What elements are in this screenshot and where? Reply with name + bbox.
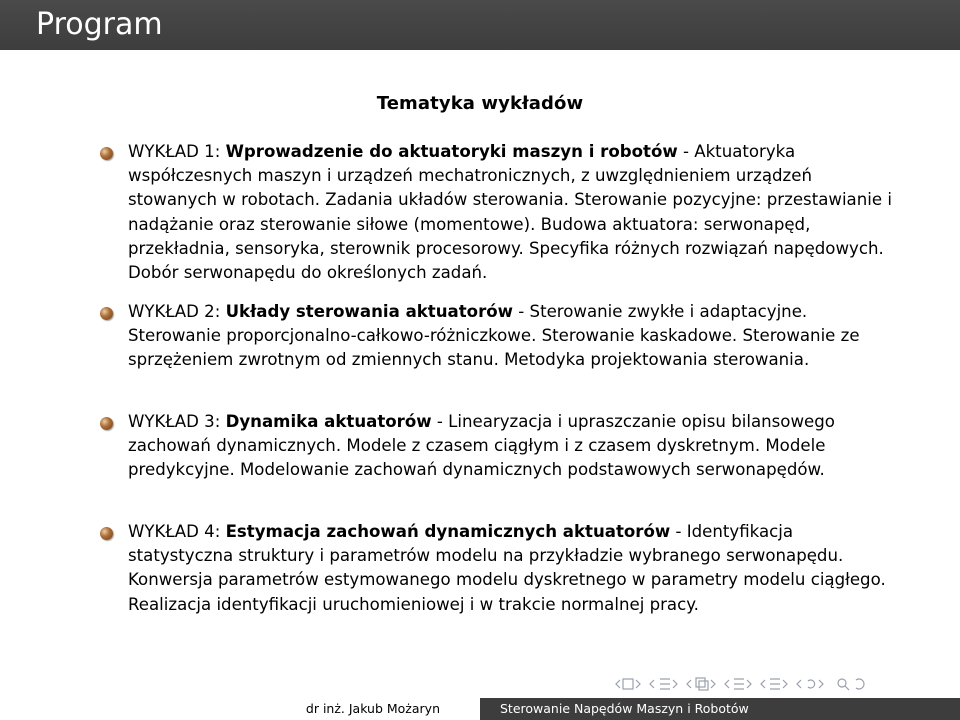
footer-course-title: Sterowanie Napędów Maszyn i Robotów	[480, 698, 960, 720]
item-prefix: WYKŁAD 3:	[128, 412, 226, 431]
item-heading: Estymacja zachowań dynamicznych aktuatorów	[225, 522, 671, 541]
item-prefix: WYKŁAD 4:	[128, 522, 226, 541]
beamer-navigation	[614, 674, 944, 694]
ball-bullet-icon	[100, 147, 113, 160]
list-item	[100, 140, 898, 285]
frame-title: Program	[36, 7, 163, 42]
item-heading: Dynamika aktuatorów	[225, 412, 432, 431]
item-prefix: WYKŁAD 2:	[128, 302, 226, 321]
list-item	[100, 410, 898, 483]
ball-bullet-icon	[100, 307, 113, 320]
item-description: - Sterowanie zwykłe i adaptacyjne. Sterowanie proporcjonalno-całkowo-różniczkowe. Sterowanie kaskadowe. Sterowanie ze sprzężeniem zwrotnym od zmiennych stanu. Metodyka projektowania sterowania.	[128, 302, 860, 370]
ball-bullet-icon	[100, 417, 113, 430]
footer-author: dr inż. Jakub Możaryn	[0, 698, 480, 720]
item-description: - Identyfikacja statystyczna struktury i parametrów modelu na przykładzie wybranego serwonapędu. Konwersja parametrów estymowanego modelu dyskretnego w parametry modelu ciągłego. Realizacja identyfikacji uruchomieniowej i w trakcie normalnej pracy.	[128, 522, 886, 614]
navigation-symbols-icon[interactable]	[614, 674, 944, 694]
item-prefix: WYKŁAD 1:	[128, 142, 226, 161]
item-description: - Linearyzacja i upraszczanie opisu bilansowego zachowań dynamicznych. Modele z czasem ciągłym i z czasem dyskretnym. Modele predykcyjne. Modelowanie zachowań dynamicznych podstawowych serwonapędów.	[128, 412, 835, 480]
footer	[0, 698, 960, 720]
block-title: Tematyka wykładów	[376, 93, 584, 114]
item-description: - Aktuatoryka współczesnych maszyn i urządzeń mechatronicznych, z uwzględnieniem urządzeń stowanych w robotach. Zadania układów sterowania. Sterowanie pozycyjne: przestawianie i nadążanie oraz sterowanie siłowe (momentowe). Budowa aktuatora: serwonapęd, przekładnia, sensoryka, sterownik procesorowy. Specyfika różnych rozwiązań napędowych. Dobór serwonapędu do określonych zadań.	[128, 142, 892, 283]
list-item	[100, 520, 898, 617]
list-item	[100, 300, 898, 373]
ball-bullet-icon	[100, 527, 113, 540]
item-heading: Wprowadzenie do aktuatoryki maszyn i robotów	[225, 142, 678, 161]
item-heading: Układy sterowania aktuatorów	[225, 302, 513, 321]
frame-title-bar	[0, 0, 960, 50]
